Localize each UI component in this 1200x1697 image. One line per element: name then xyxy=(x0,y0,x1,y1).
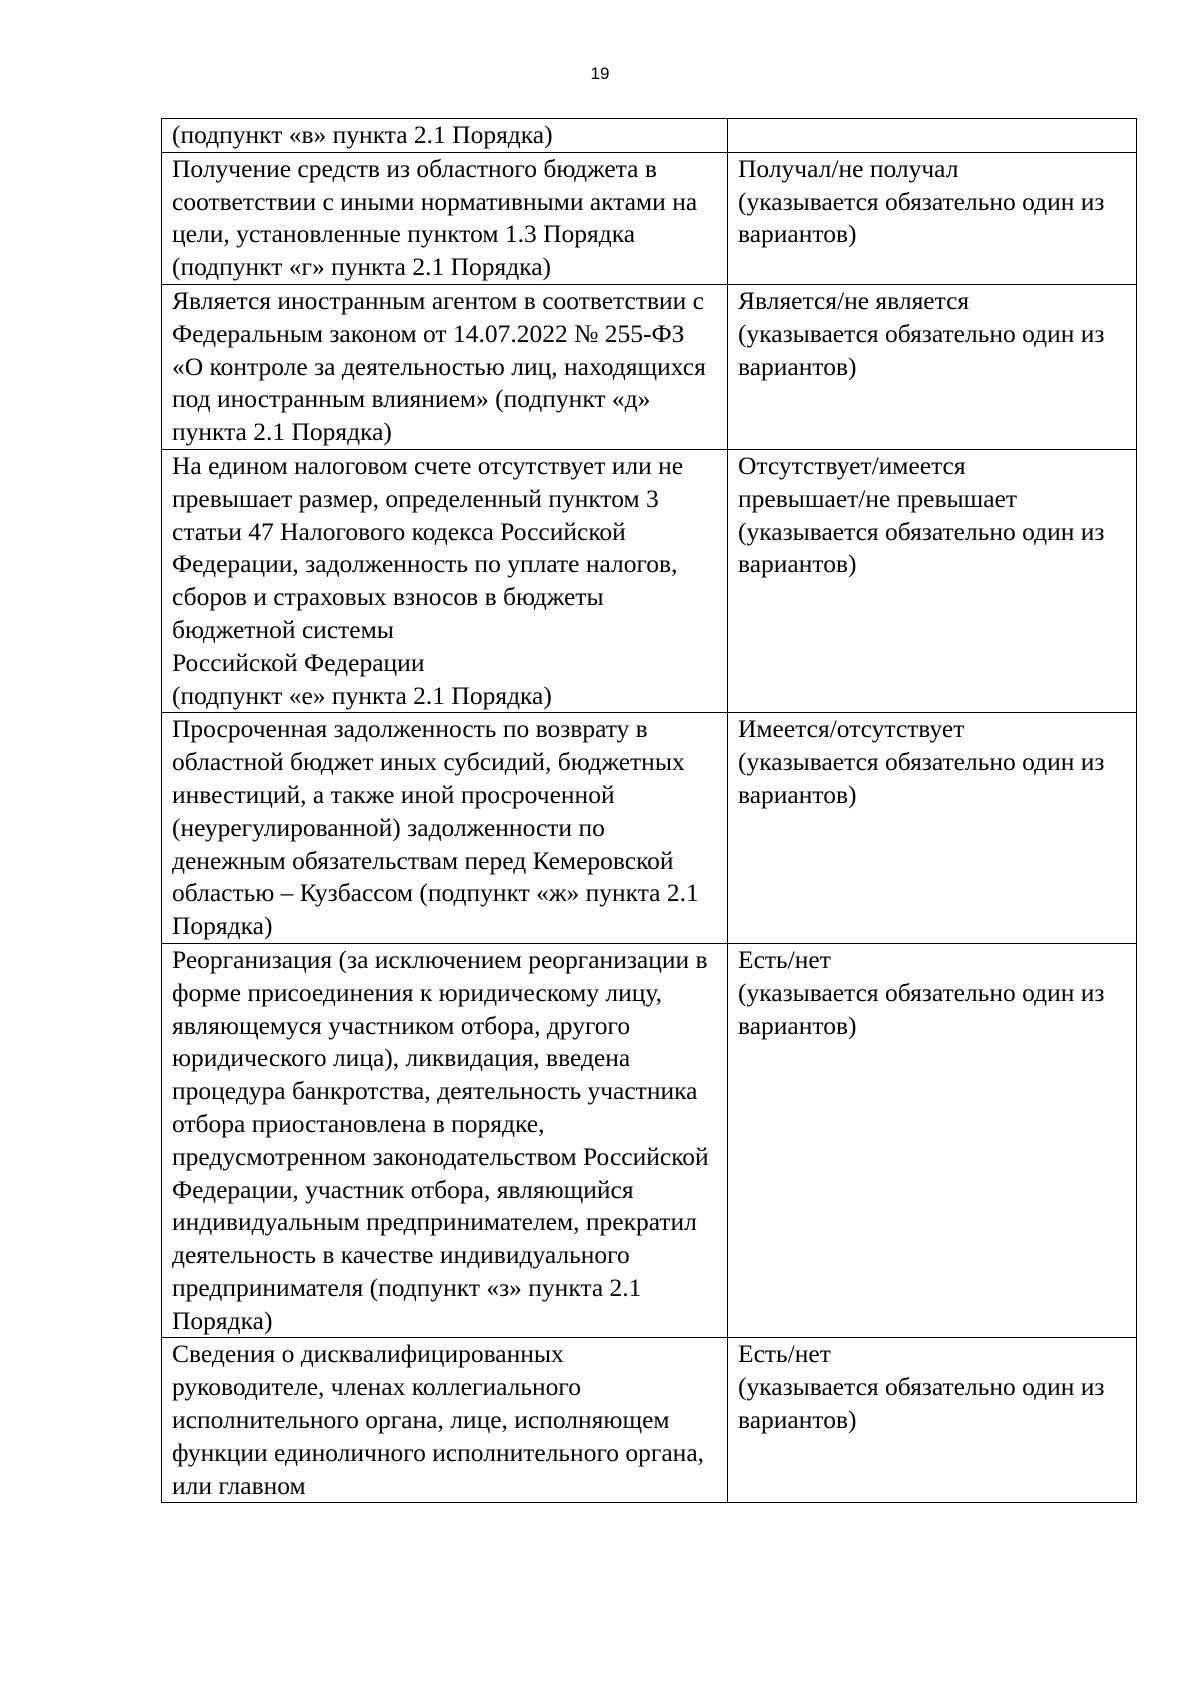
answer-cell: Является/не является (указывается обязательно один из вариантов) xyxy=(728,284,1137,449)
criterion-cell: Реорганизация (за исключением реорганизации в форме присоединения к юридическому лицу, являющемуся участником отбора, другого юридического лица), ликвидация, введена процедура банкротства, деятельность участника отбора приостановлена в порядке, предусмотренном законодательством Российской Федерации, участник отбора, являющийся индивидуальным предпринимателем, прекратил деятельность в качестве индивидуального предпринимателя (подпункт «з» пункта 2.1 Порядка) xyxy=(162,943,728,1338)
criteria-table-body xyxy=(162,119,1137,1503)
answer-cell: Имеется/отсутствует (указывается обязательно один из вариантов) xyxy=(728,713,1137,944)
criterion-cell: Получение средств из областного бюджета в соответствии с иными нормативными актами на цели, установленные пунктом 1.3 Порядка (подпункт «г» пункта 2.1 Порядка) xyxy=(162,152,728,284)
table-row xyxy=(162,943,1137,1338)
page-number: 19 xyxy=(590,64,610,83)
table-row xyxy=(162,713,1137,944)
criterion-cell: (подпункт «в» пункта 2.1 Порядка) xyxy=(162,119,728,153)
criteria-table xyxy=(161,118,1137,1503)
table-row xyxy=(162,284,1137,449)
table-row xyxy=(162,449,1137,712)
answer-cell: Получал/не получал (указывается обязательно один из вариантов) xyxy=(728,152,1137,284)
criterion-cell: Является иностранным агентом в соответствии с Федеральным законом от 14.07.2022 № 255-ФЗ «О контроле за деятельностью лиц, находящихся под иностранным влиянием» (подпункт «д» пункта 2.1 Порядка) xyxy=(162,284,728,449)
criterion-cell: Просроченная задолженность по возврату в областной бюджет иных субсидий, бюджетных инвестиций, а также иной просроченной (неурегулированной) задолженности по денежным обязательствам перед Кемеровской областью – Кузбассом (подпункт «ж» пункта 2.1 Порядка) xyxy=(162,713,728,944)
answer-cell: Есть/нет (указывается обязательно один из вариантов) xyxy=(728,1338,1137,1503)
answer-cell xyxy=(728,119,1137,153)
answer-cell: Есть/нет (указывается обязательно один из вариантов) xyxy=(728,943,1137,1338)
table-row xyxy=(162,152,1137,284)
criterion-cell: На едином налоговом счете отсутствует или не превышает размер, определенный пунктом 3 статьи 47 Налогового кодекса Российской Федерации, задолженность по уплате налогов, сборов и страховых взносов в бюджеты бюджетной системы Российской Федерации (подпункт «е» пункта 2.1 Порядка) xyxy=(162,449,728,712)
criterion-cell: Сведения о дисквалифицированных руководителе, членах коллегиального исполнительного органа, лице, исполняющем функции единоличного исполнительного органа, или главном xyxy=(162,1338,728,1503)
answer-cell: Отсутствует/имеется превышает/не превышает (указывается обязательно один из вариантов) xyxy=(728,449,1137,712)
table-row xyxy=(162,119,1137,153)
table-row xyxy=(162,1338,1137,1503)
